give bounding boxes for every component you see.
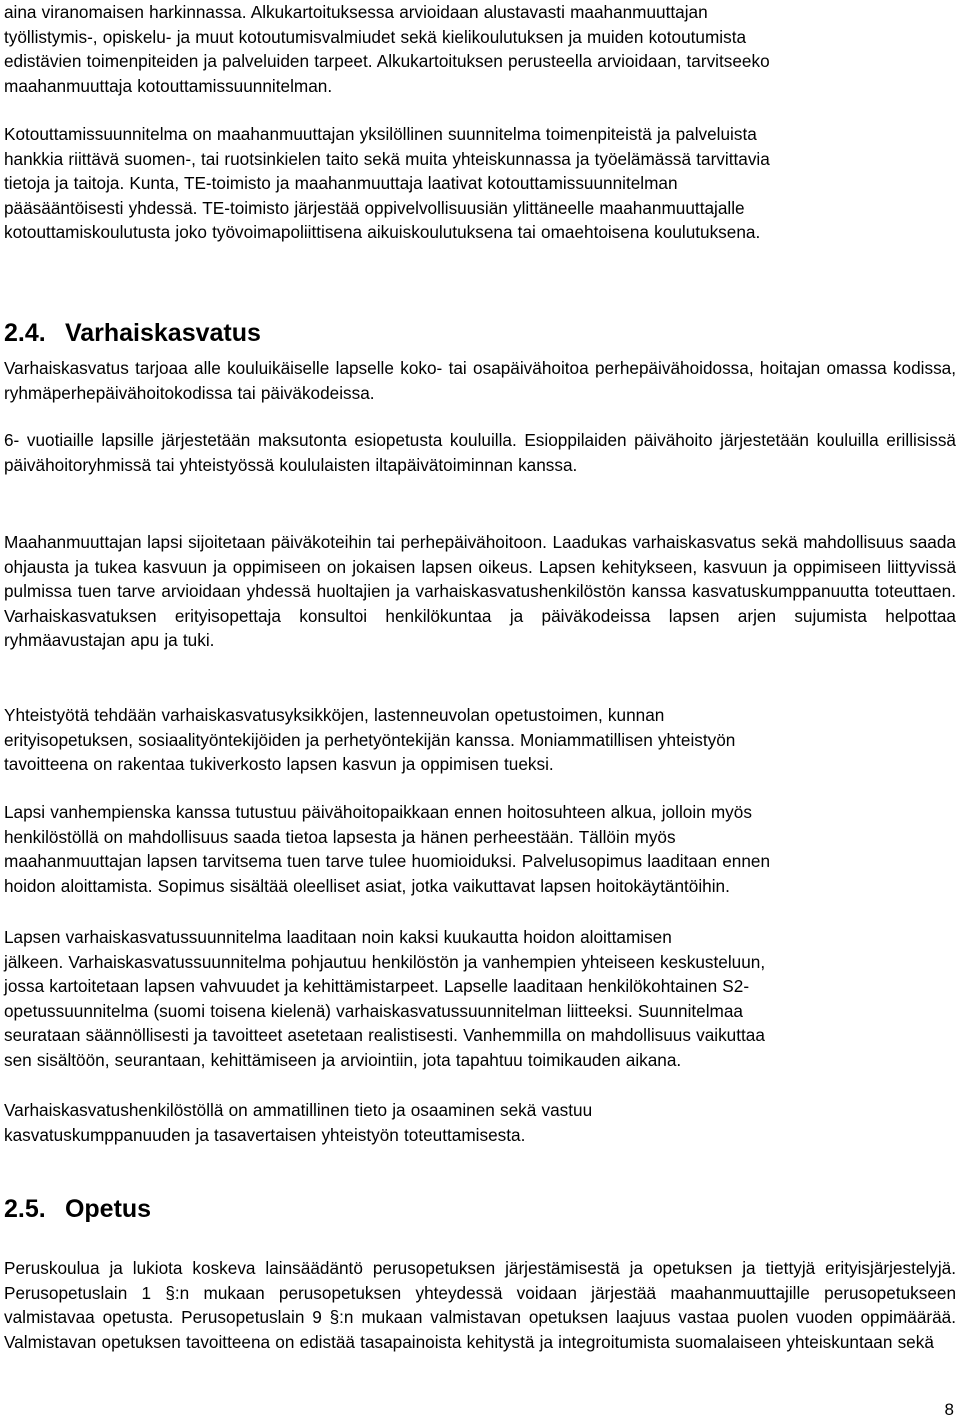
paragraph-sijoitus: Maahanmuuttajan lapsi sijoitetaan päiväkoteihin tai perhepäivähoitoon. Laadukas varhaiskasvatus sekä mahdollisuus saada ohjausta ja tukea kasvuun ja oppimiseen on jokaisen lapsen oikeus. Lapsen kehitykseen, kasvuun ja oppimiseen liittyvissä pulmissa tuen tarve arvioidaan yhdessä huoltajien ja varhaiskasvatushenkilöstön kanssa kasvatuskumppanuutta toteuttaen. Varhaiskasvatuksen erityisopettaja konsultoi henkilökuntaa ja päiväkodeissa lapsen arjen sujumista helpottaa ryhmäavustajan apu ja tuki. xyxy=(4,532,956,651)
heading-varhaiskasvatus xyxy=(4,318,261,348)
paragraph-tutustuminen: Lapsi vanhempienska kanssa tutustuu päivähoitopaikkaan ennen hoitosuhteen alkua, jolloin myös henkilöstöllä on mahdollisuus saada tietoa lapsesta ja hänen perheestään. Tällöin myös maahanmuuttajan lapsen tarvitsema tuen tarve tulee huomioiduksi. Palvelusopimus laaditaan ennen hoidon aloittamista. Sopimus sisältää oleelliset asiat, jotka vaikuttavat lapsen hoitokäytäntöihin. xyxy=(4,802,771,896)
heading-number: 2.4. xyxy=(4,319,46,347)
heading-number: 2.5. xyxy=(4,1195,46,1223)
paragraph-yhteistyo: Yhteistyötä tehdään varhaiskasvatusyksikköjen, lastenneuvolan opetustoimen, kunnan erityisopetuksen, sosiaalityöntekijöiden ja perhetyöntekijän kanssa. Moniammatillisen yhteistyön tavoitteena on rakentaa tukiverkosto lapsen kasvun ja oppimisen tueksi. xyxy=(4,705,736,775)
heading-title: Varhaiskasvatus xyxy=(64,319,261,347)
paragraph-peruskoulu: Peruskoulua ja lukiota koskeva lainsäädäntö perusopetuksen järjestämisestä ja opetuksen ja tiettyjä erityisjärjestelyjä. Perusopetuslain 1 §:n mukaan perusopetuksen yhteydessä voidaan järjestää maahanmuuttajille perusopetukseen valmistavaa opetusta. Perusopetuslain 9 §:n mukaan valmistavan opetuksen laajuus vastaa puolen vuoden oppimäärää. Valmistavan opetuksen tavoitteena on edistää tasapainoista kehitystä ja integroitumista suomalaiseen yhteiskuntaan sekä xyxy=(4,1258,956,1352)
page-number: 8 xyxy=(944,1400,954,1419)
paragraph-vasu: Lapsen varhaiskasvatussuunnitelma laaditaan noin kaksi kuukautta hoidon aloittamisen jälkeen. Varhaiskasvatussuunnitelma pohjautuu henkilöstön ja vanhempien yhteiseen keskusteluun, jossa kartoitetaan lapsen vahvuudet ja kehittämistarpeet. Lapselle laaditaan henkilökohtainen S2- opetussuunnitelma (suomi toisena kielenä) varhaiskasvatussuunnitelman liitteeksi. Suunnitelmaa seurataan säännöllisesti ja tavoitteet asetetaan realistisesti. Vanhemmilla on mahdollisuus vaikuttaa sen sisältöön, seurantaan, kehittämiseen ja arviointiin, jota tapahtuu toimikauden aikana. xyxy=(4,927,766,1070)
heading-opetus xyxy=(4,1194,151,1224)
paragraph-esiopetus: 6- vuotiaille lapsille järjestetään maksutonta esiopetusta kouluilla. Esioppilaiden päivähoito järjestetään kouluilla erillisissä päivähoitoryhmissä tai yhteistyössä koululaisten iltapäivätoiminnan kanssa. xyxy=(4,430,956,475)
paragraph-henkilosto: Varhaiskasvatushenkilöstöllä on ammatillinen tieto ja osaaminen sekä vastuu kasvatuskumppanuuden ja tasavertaisen yhteistyön toteuttamisesta. xyxy=(4,1100,593,1145)
paragraph-kotouttamissuunnitelma: Kotouttamissuunnitelma on maahanmuuttajan yksilöllinen suunnitelma toimenpiteistä ja palveluista hankkia riittävä suomen-, tai ruotsinkielen taito sekä muita yhteiskunnassa ja työelämässä tarvittavia tietoja ja taitoja. Kunta, TE-toimisto ja maahanmuuttaja laativat kotouttamissuunnitelman pääsääntöisesti yhdessä. TE-toimisto järjestää oppivelvollisuusiän ylittäneelle maahanmuuttajalle kotouttamiskoulutusta joko työvoimapoliittisena aikuiskoulutuksena tai omaehtoisena koulutuksena. xyxy=(4,124,770,243)
paragraph-alkukartoitus: aina viranomaisen harkinnassa. Alkukartoituksessa arvioidaan alustavasti maahanmuuttajan työllistymis-, opiskelu- ja muut kotoutumisvalmiudet sekä kielikoulutuksen ja muiden kotoutumista edistävien toimenpiteiden ja palveluiden tarpeet. Alkukartoituksen perusteella arvioidaan, tarvitseeko maahanmuuttaja kotouttamissuunnitelman. xyxy=(4,2,770,96)
heading-title: Opetus xyxy=(64,1195,152,1223)
paragraph-varhaiskasvatus-intro: Varhaiskasvatus tarjoaa alle kouluikäiselle lapselle koko- tai osapäivähoitoa perhepäivähoidossa, hoitajan omassa kodissa, ryhmäperhepäivähoitokodissa tai päiväkodeissa. xyxy=(4,358,956,403)
